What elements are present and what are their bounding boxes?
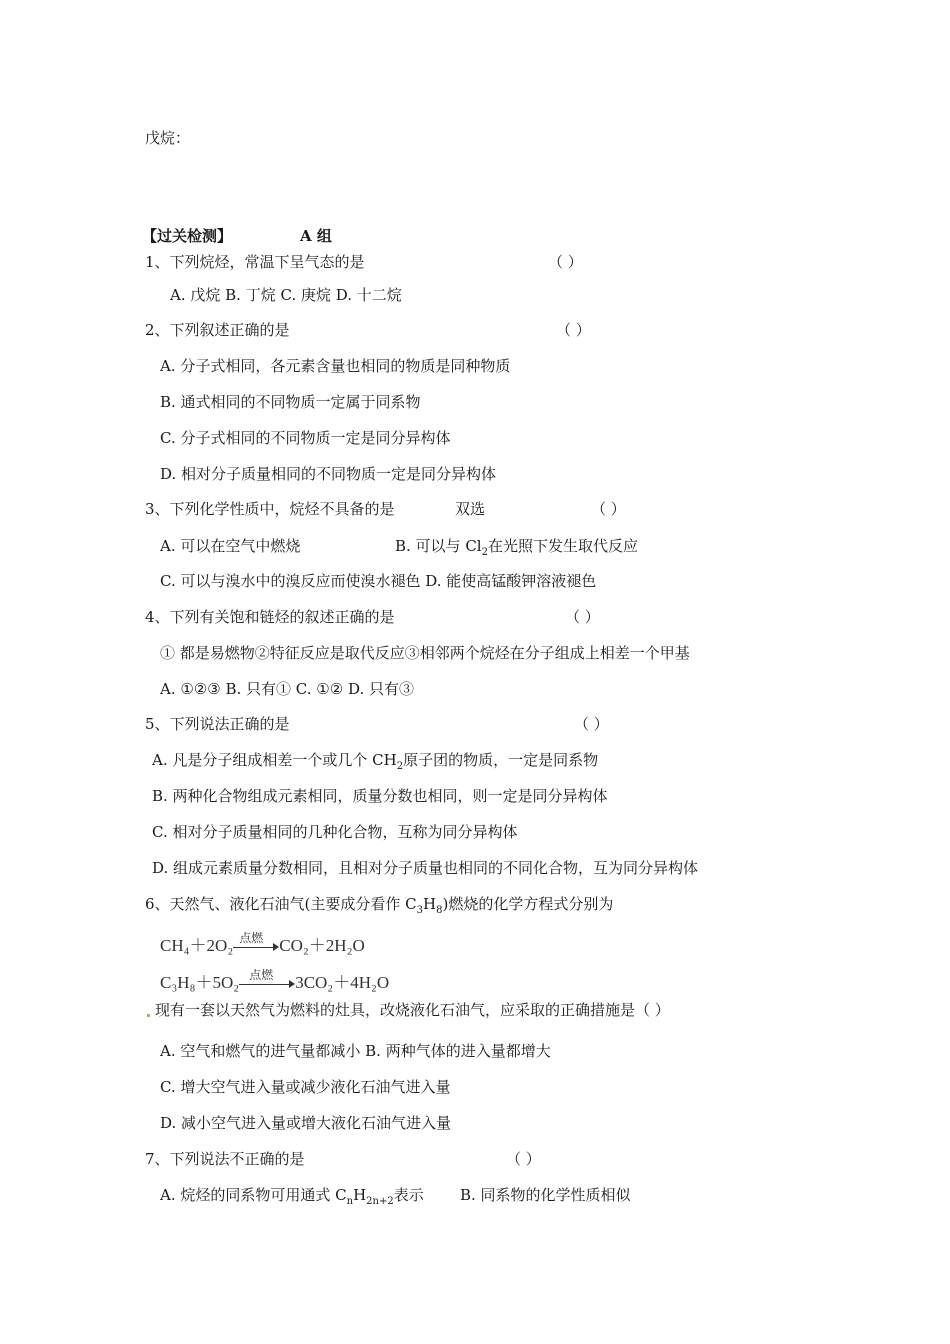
equation-methane — [160, 931, 365, 957]
reaction-arrow-icon — [239, 968, 295, 994]
q6-stem-sub2: 8 — [436, 905, 443, 916]
q6-option-c: C. 增大空气进入量或减少液化石油气进入量 — [160, 1078, 451, 1096]
q3-option-b-pre: B. 可以与 Cl — [395, 537, 482, 555]
q7-option-a-post: 表示 — [393, 1186, 424, 1204]
q1-options: A. 戊烷 B. 丁烷 C. 庚烷 D. 十二烷 — [170, 286, 402, 304]
q3-option-b-post: 在光照下发生取代反应 — [487, 537, 638, 555]
section-title: 【过关检测】 — [142, 227, 233, 245]
q5-option-a-post: 原子团的物质，一定是同系物 — [403, 751, 599, 769]
q2-option-a: A. 分子式相同，各元素含量也相同的物质是同种物质 — [160, 357, 511, 375]
eq2-left: C₃H₈＋5O₂ — [160, 973, 240, 992]
q5-option-b: B. 两种化合物组成元素相同，质量分数也相同，则一定是同分异构体 — [152, 787, 608, 805]
q2-stem: 2、下列叙述正确的是 — [145, 321, 290, 339]
q7-option-b: B. 同系物的化学性质相似 — [460, 1186, 631, 1204]
q3-answer-paren: （ ） — [591, 500, 626, 518]
section-group: A 组 — [300, 227, 332, 245]
q6-question: 现有一套以天然气为燃料的灶具，改烧液化石油气，应采取的正确措施是（ ） — [155, 1001, 670, 1019]
q4-stem: 4、下列有关饱和链烃的叙述正确的是 — [145, 608, 395, 626]
q5-option-d: D. 组成元素质量分数相同，且相对分子质量也相同的不同化合物，互为同分异构体 — [152, 859, 699, 877]
stray-mark — [147, 1014, 150, 1017]
q5-answer-paren: （ ） — [574, 715, 609, 733]
q7-stem: 7、下列说法不正确的是 — [145, 1150, 305, 1168]
q6-stem-sub1: 3 — [416, 905, 424, 916]
eq1-right: CO₂＋2H₂O — [279, 936, 365, 955]
q5-option-c: C. 相对分子质量相同的几种化合物，互称为同分异构体 — [152, 823, 518, 841]
q6-stem-post: )燃烧的化学方程式分别为 — [442, 895, 614, 913]
q7-option-a-mid: H — [353, 1186, 367, 1204]
q4-answer-paren: （ ） — [565, 608, 600, 626]
q7-option-a-sub2: 2n+2 — [366, 1196, 394, 1207]
q7-answer-paren: （ ） — [506, 1150, 541, 1168]
q5-option-a-sub: 2 — [396, 761, 404, 772]
q7-option-a — [160, 1185, 424, 1212]
q1-stem: 1、下列烷烃，常温下呈气态的是 — [145, 253, 365, 271]
eq1-condition: 点燃 — [239, 931, 264, 946]
q5-stem: 5、下列说法正确的是 — [145, 715, 290, 733]
eq2-condition: 点燃 — [249, 968, 274, 983]
q2-answer-paren: （ ） — [556, 321, 591, 339]
q3-option-a: A. 可以在空气中燃烧 — [160, 537, 301, 555]
q2-option-d: D. 相对分子质量相同的不同物质一定是同分异构体 — [160, 465, 497, 483]
q3-option-b-sub: 2 — [481, 547, 488, 558]
q4-statements: ① 都是易燃物②特征反应是取代反应③相邻两个烷烃在分子组成上相差一个甲基 — [160, 644, 690, 662]
q4-options: A. ①②③ B. 只有① C. ①② D. 只有③ — [160, 680, 414, 698]
q6-option-ab: A. 空气和燃气的进气量都减小 B. 两种气体的进入量都增大 — [160, 1042, 551, 1060]
eq1-left: CH₄＋2O₂ — [160, 936, 234, 955]
q6-option-d: D. 减小空气进入量或增大液化石油气进入量 — [160, 1114, 452, 1132]
q5-option-a — [152, 750, 598, 777]
q7-option-a-sub1: n — [346, 1196, 354, 1207]
q2-option-b: B. 通式相同的不同物质一定属于同系物 — [160, 393, 421, 411]
q3-option-b — [395, 536, 638, 563]
q1-answer-paren: （ ） — [548, 253, 583, 271]
q6-stem-mid: H — [423, 895, 437, 913]
q7-option-a-pre: A. 烷烃的同系物可用通式 C — [160, 1186, 347, 1204]
intro-text: 戊烷： — [145, 129, 191, 147]
q6-stem — [145, 894, 613, 921]
eq2-right: 3CO₂＋4H₂O — [295, 973, 390, 992]
q6-stem-pre: 6、天然气、液化石油气(主要成分看作 C — [145, 895, 417, 913]
q5-option-a-pre: A. 凡是分子组成相差一个或几个 CH — [152, 751, 397, 769]
equation-propane — [160, 968, 390, 994]
q3-option-cd: C. 可以与溴水中的溴反应而使溴水褪色 D. 能使高锰酸钾溶液褪色 — [160, 572, 597, 590]
q3-stem: 3、下列化学性质中，烷烃不具备的是 — [145, 500, 395, 518]
q3-tag: 双选 — [455, 500, 486, 518]
reaction-arrow-icon — [233, 931, 279, 957]
q2-option-c: C. 分子式相同的不同物质一定是同分异构体 — [160, 429, 451, 447]
